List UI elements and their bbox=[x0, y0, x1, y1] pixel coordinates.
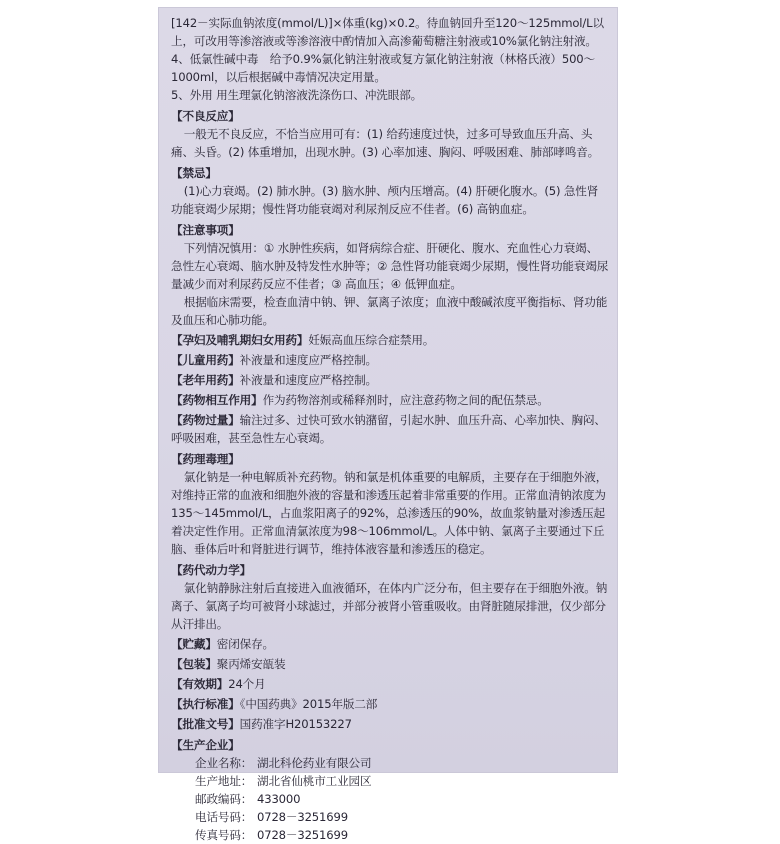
company-phone-label: 电话号码： bbox=[195, 810, 253, 824]
elderly-text: 补液量和速度应严格控制。 bbox=[239, 373, 377, 387]
company-address-label: 生产地址： bbox=[195, 774, 253, 788]
pharmacology-heading: 【药理毒理】 bbox=[171, 452, 240, 466]
company-address-row bbox=[195, 772, 609, 790]
adverse-text: 一般无不良反应，不恰当应用可有：(1) 给药速度过快，过多可导致血压升高、头痛、头昏。(2) 体重增加，出现水肿。(3) 心率加速、胸闷、呼吸困难、肺部哮鸣音。 bbox=[171, 127, 600, 159]
interactions-heading: 【药物相互作用】 bbox=[171, 393, 263, 407]
dosage-item-4: 4、低氯性碱中毒 给予0.9%氯化钠注射液或复方氯化钠注射液（林格氏液）500～1000ml，以后根据碱中毒情况决定用量。 bbox=[171, 52, 595, 84]
pk-heading: 【药代动力学】 bbox=[171, 563, 252, 577]
dosage-continued: [142－实际血钠浓度(mmol/L)]×体重(kg)×0.2。待血钠回升至120～125mmol/L以上，可改用等渗溶液或等渗溶液中酌情加入高渗葡萄糖注射液或10%氯化钠注射液。 bbox=[171, 16, 604, 48]
validity-section bbox=[171, 675, 609, 693]
package-text: 聚丙烯安瓿装 bbox=[216, 657, 286, 671]
leaflet-content bbox=[159, 8, 617, 844]
standard-text: 《中国药典》2015年版二部 bbox=[239, 697, 378, 711]
pregnancy-text: 妊娠高血压综合症禁用。 bbox=[308, 333, 435, 347]
precautions-text-2: 根据临床需要，检查血清中钠、钾、氯离子浓度；血液中酸碱浓度平衡指标、肾功能及血压和心肺功能。 bbox=[171, 295, 608, 327]
children-section bbox=[171, 351, 609, 369]
overdose-heading: 【药物过量】 bbox=[171, 413, 240, 427]
package-heading: 【包装】 bbox=[171, 657, 217, 671]
precautions-heading: 【注意事项】 bbox=[171, 223, 240, 237]
approval-section bbox=[171, 715, 609, 733]
pharmacology-text: 氯化钠是一种电解质补充药物。钠和氯是机体重要的电解质，主要存在于细胞外液，对维持正常的血液和细胞外液的容量和渗透压起着非常重要的作用。正常血清钠浓度为135～145mmol/L，占血浆阳离子的92%，总渗透压的90%，故血浆钠量对渗透压起着决定性作用。正常血清氯浓度为98～106mmol/L。人体中钠、氯离子主要通过下丘脑、垂体后叶和肾脏进行调节，维持体液容量和渗透压的稳定。 bbox=[171, 470, 608, 556]
validity-heading: 【有效期】 bbox=[171, 677, 229, 691]
precautions-text-1: 下列情况慎用：① 水肿性疾病，如肾病综合症、肝硬化、腹水、充血性心力衰竭、急性左心衰竭、脑水肿及特发性水肿等；② 急性肾功能衰竭少尿期，慢性肾功能衰竭尿量减少而对利尿药反应不佳者；③ 高血压；④ 低钾血症。 bbox=[171, 241, 609, 291]
company-phone-value: 0728－3251699 bbox=[257, 810, 348, 824]
drug-leaflet bbox=[159, 8, 617, 842]
company-postcode-label: 邮政编码： bbox=[195, 792, 253, 806]
company-fax-value: 0728－3251699 bbox=[257, 828, 348, 842]
company-heading: 【生产企业】 bbox=[171, 738, 240, 752]
pregnancy-heading: 【孕妇及哺乳期妇女用药】 bbox=[171, 333, 309, 347]
interactions-section bbox=[171, 391, 609, 409]
overdose-section bbox=[171, 411, 609, 447]
storage-text: 密闭保存。 bbox=[216, 637, 275, 651]
pk-text: 氯化钠静脉注射后直接进入血液循环，在体内广泛分布，但主要存在于细胞外液。钠离子、氯离子均可被肾小球滤过，并部分被肾小管重吸收。由肾脏随尿排泄，仅少部分从汗排出。 bbox=[171, 581, 608, 631]
approval-heading: 【批准文号】 bbox=[171, 717, 240, 731]
elderly-heading: 【老年用药】 bbox=[171, 373, 240, 387]
children-text: 补液量和速度应严格控制。 bbox=[239, 353, 377, 367]
dosage-item-5: 5、外用 用生理氯化钠溶液洗涤伤口、冲洗眼部。 bbox=[171, 88, 423, 102]
company-postcode-value: 433000 bbox=[257, 792, 301, 806]
contra-text: (1)心力衰竭。(2) 肺水肿。(3) 脑水肿、颅内压增高。(4) 肝硬化腹水。(5) 急性肾功能衰竭少尿期；慢性肾功能衰竭对利尿剂反应不佳者。(6) 高钠血症。 bbox=[171, 184, 599, 216]
children-heading: 【儿童用药】 bbox=[171, 353, 240, 367]
company-fax-row bbox=[195, 826, 609, 844]
storage-heading: 【贮藏】 bbox=[171, 637, 217, 651]
overdose-text: 输注过多、过快可致水钠潴留，引起水肿、血压升高、心率加快、胸闷、呼吸困难，甚至急性左心衰竭。 bbox=[171, 413, 606, 445]
company-postcode-row bbox=[195, 790, 609, 808]
standard-section bbox=[171, 695, 609, 713]
approval-text: 国药准字H20153227 bbox=[239, 717, 352, 731]
company-name-value: 湖北科伦药业有限公司 bbox=[257, 756, 372, 770]
company-address-value: 湖北省仙桃市工业园区 bbox=[257, 774, 372, 788]
company-fax-label: 传真号码： bbox=[195, 828, 253, 842]
storage-section bbox=[171, 635, 609, 653]
pregnancy-section bbox=[171, 331, 609, 349]
validity-text: 24个月 bbox=[228, 677, 266, 691]
contra-heading: 【禁忌】 bbox=[171, 166, 217, 180]
company-name-label: 企业名称： bbox=[195, 756, 253, 770]
package-section bbox=[171, 655, 609, 673]
interactions-text: 作为药物溶剂或稀释剂时，应注意药物之间的配伍禁忌。 bbox=[262, 393, 549, 407]
standard-heading: 【执行标准】 bbox=[171, 697, 240, 711]
company-name-row bbox=[195, 754, 609, 772]
elderly-section bbox=[171, 371, 609, 389]
company-phone-row bbox=[195, 808, 609, 826]
adverse-heading: 【不良反应】 bbox=[171, 109, 240, 123]
company-info bbox=[171, 754, 609, 844]
